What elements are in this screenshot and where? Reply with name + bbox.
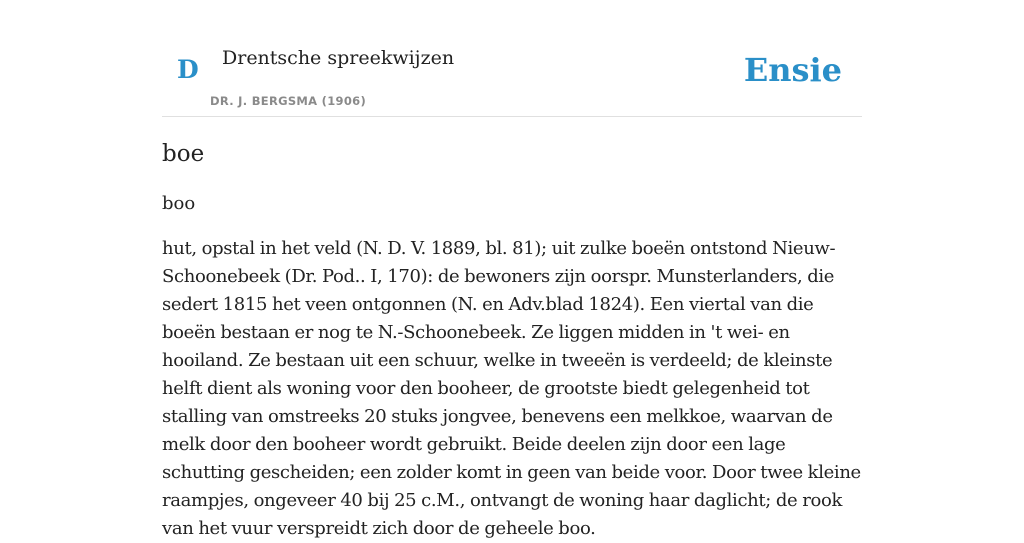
book-logo-letter[interactable]: D <box>177 55 199 84</box>
ensie-logo-link[interactable]: Ensie <box>743 51 842 89</box>
book-title[interactable]: Drentsche spreekwijzen <box>222 47 455 69</box>
entry-headword: boe <box>162 141 205 167</box>
entry-definition: hut, opstal in het veld (N. D. V. 1889, bl. 81); uit zulke boeën ontstond Nieuw-Schoonebeek (Dr. Pod.. I, 170): de bewoners zijn oorspr. Munsterlanders, die sedert 1815 het veen ontgonnen (N. en Adv.blad 1824). Een viertal van die boeën bestaan er nog te N.-Schoonebeek. Ze liggen midden in 't wei- en hooiland. Ze bestaan uit een schuur, welke in tweeën is verdeeld; de kleinste helft dient als woning voor den booheer, de grootste biedt gelegenheid tot stalling van omstreeks 20 stuks jongvee, benevens een melkkoe, waarvan de melk door den booheer wordt gebruikt. Beide deelen zijn door een lage schutting gescheiden; een zolder komt in geen van beide voor. Door twee kleine raampjes, ongeveer 40 bij 25 c.M., ontvangt de woning haar daglicht; de rook van het vuur verspreidt zich door de geheele boo. <box>162 238 861 539</box>
site-header <box>162 0 862 117</box>
entry-content <box>162 138 862 543</box>
book-author: DR. J. BERGSMA (1906) <box>210 94 367 108</box>
entry-variant: boo <box>162 193 196 214</box>
